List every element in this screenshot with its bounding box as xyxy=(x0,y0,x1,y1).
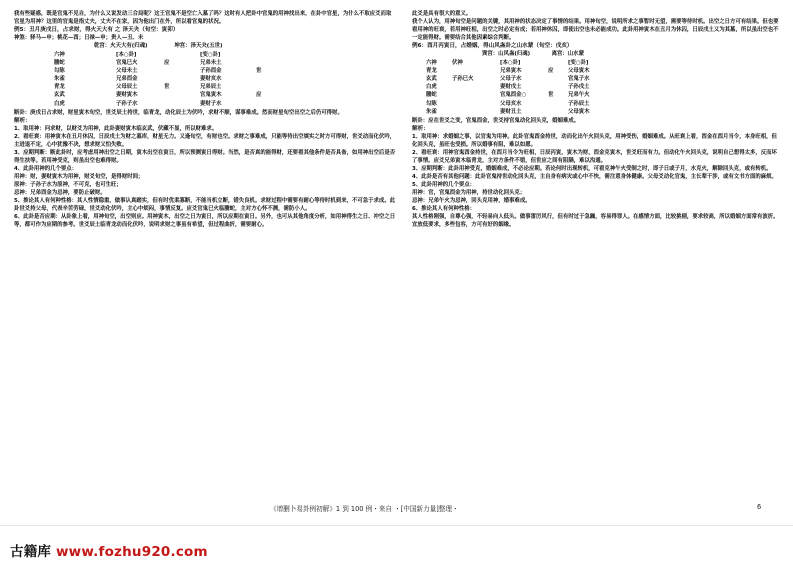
left-paragraph: 我有些疑惑，既是官鬼不见自，为什么又说发动三合局呢？这王官鬼不是空亡入墓了吗？这时有人把卦中官鬼的用神找出来，在卦中官星，为什么不取应爻而取官星为用神？这里的官鬼是指丈夫，丈夫不在家，因为他出门在外，所以看官鬼的状况。 xyxy=(14,11,392,26)
hexagram-cell: 兄弟寅木 xyxy=(500,68,522,75)
hexagram-cell: 子孙戌土 xyxy=(568,84,590,91)
hexagram-cell xyxy=(164,100,200,108)
hexagram-cell: 父母未土 xyxy=(116,68,138,75)
hexagram-row xyxy=(412,108,782,116)
hexagram-cell xyxy=(548,100,568,108)
right-analysis-heading: 解析： xyxy=(412,125,429,132)
hexagram-cell: 玄武 xyxy=(54,92,65,99)
hexagram-cell xyxy=(452,91,500,99)
watermark-url: www.fozhu920.com xyxy=(56,544,208,560)
hexagram-cell: 世 xyxy=(164,84,170,91)
hexagram-cell xyxy=(256,100,296,108)
hexagram-row xyxy=(14,91,396,99)
hexagram-row xyxy=(412,91,782,99)
left-paragraph: 6、此卦是否应期：从卦象上看，用神旬空，出空则应。用神寅木，出空之日为寅日，所以应期在寅日。另外，也可从其他角度分析，如用神得生之日、冲空之日等，都可作为应期的参考。世爻辰土临青龙动而化伏吟，说明求财之事虽有希望，但过程曲折，需要耐心。 xyxy=(14,214,396,229)
hexagram-cell: [变○卦] xyxy=(200,52,221,59)
right-paragraph: 用神：官，官鬼酉金为用神，持世动化回头克； xyxy=(412,190,526,197)
hexagram-cell xyxy=(452,67,500,75)
hexagram-cell: 勾陈 xyxy=(54,68,65,75)
hexagram-cell: 妻财戌土 xyxy=(500,84,522,91)
hexagram-cell: 官鬼巳火 xyxy=(116,60,138,67)
right-paragraph: 3、应期判断：此卦用神受克，婚姻难成，不必论应期。若论何时出现转机，可看克神午火受制之时，即子日或子月，水克火，解除回头克，或有转机。 xyxy=(412,165,772,172)
watermark-site-name: 古籍库 xyxy=(10,544,52,560)
right-column xyxy=(412,10,782,510)
hexagram-cell: 应 xyxy=(548,68,554,75)
hexagram-cell xyxy=(548,108,568,116)
hexagram-cell: 妻财亥水 xyxy=(200,76,222,83)
hexagram-cell xyxy=(164,51,200,59)
left-paragraph: 5、推论其人有何种性格：其人性情稳重，做事认真踏实，但有时优柔寡断，不能当机立断，错失良机。求财过程中需要有耐心等待时机到来，不可急于求成。此卦世爻持父母，代表辛苦劳碌，世爻动化伏吟，主心中烦闷，事情反复。应爻官鬼巳火临螣蛇，主对方心怀不测，需防小人。 xyxy=(14,198,396,213)
hexagram-cell: 父母辰土 xyxy=(116,84,138,91)
right-paragraph: 我个人认为，用神旬空是问题的关键，其用神的状态决定了事情的结果。用神旬空，说明所求之事暂时无望，需要等待时机。出空之日方可有结果。但也要看用神的旺衰，若用神旺相，出空之时必定有成；若用神休囚，即使出空也未必能成功。此卦用神寅木在丑月为休囚，日辰戌土又为其墓，所以虽出空也不一定能得财。需要结合其他因素综合判断。 xyxy=(412,19,779,42)
hexagram-cell xyxy=(452,100,500,108)
hexagram-row xyxy=(14,67,396,75)
page-footer: 《增删卜易卦例初解》1 到 100 例・来自 ・[中国新力量]整理・ xyxy=(270,505,459,513)
hexagram-cell: 勾陈 xyxy=(426,100,437,107)
hexagram-cell: 世 xyxy=(256,68,262,75)
right-example-heading: 例6：酉月丙寅日，占婚姻，得山风蛊卦之山水蒙（旬空：戌亥） xyxy=(412,43,573,50)
hexagram-cell: 青龙 xyxy=(54,84,65,91)
hexagram-cell: [本○卦] xyxy=(500,60,521,67)
hexagram-cell: 应 xyxy=(164,60,170,67)
hexagram-cell: 螣蛇 xyxy=(54,60,65,67)
hexagram-cell: 六神 xyxy=(54,52,65,59)
left-paragraph: 2、看旺衰：用神寅木在丑月休囚，日辰戌土为财之墓库，财星无力。又逢旬空，有财也空。求财之事难成，只能等待出空填实之时方可得财，世爻动而化伏吟，主进退不定，心中犹豫不决，想求财又怕失败。 xyxy=(14,133,396,148)
left-paragraph: 忌神：兄弟酉金为忌神，要防止破财。 xyxy=(14,190,106,197)
left-hexagram-table xyxy=(14,51,396,107)
left-shensha-line: 神煞：驿马—申；桃花—酉；日禄—申；贵人—丑、未 xyxy=(14,35,144,42)
hexagram-cell: 兄弟未土 xyxy=(200,60,222,67)
site-watermark xyxy=(10,540,208,560)
left-paragraph: 4、此卦用神的几个要点： xyxy=(14,165,78,172)
hexagram-cell xyxy=(164,75,200,83)
hexagram-cell: [变○卦] xyxy=(568,60,589,67)
hexagram-row xyxy=(412,67,782,75)
hexagram-cell xyxy=(164,91,200,99)
hexagram-cell xyxy=(452,108,500,116)
right-paragraph: 其人性格刚强，自尊心强，不轻易向人低头。做事雷厉风行，但有时过于急躁，容易得罪人。在感情方面，比较挑剔，要求较高，所以婚姻方面常有波折。宜放低要求，多些包容，方可有好的姻缘。 xyxy=(412,214,779,229)
hexagram-cell xyxy=(548,59,568,67)
hexagram-cell: 白虎 xyxy=(426,84,437,91)
hexagram-cell: 妻财丑土 xyxy=(500,108,522,115)
hexagram-cell: 朱雀 xyxy=(54,76,65,83)
hexagram-cell: 玄武 xyxy=(426,76,437,83)
hexagram-cell: 父母亥水 xyxy=(500,100,522,107)
hexagram-header-row xyxy=(14,51,396,59)
left-palace-line: 乾宫：火天大有(归魂) 坤宫：泽天夬(五世) xyxy=(94,43,223,50)
left-analysis-heading: 解析： xyxy=(14,117,31,124)
hexagram-cell: 官鬼酉金○ xyxy=(500,92,527,99)
hexagram-cell xyxy=(452,83,500,91)
hexagram-cell: 世 xyxy=(548,92,554,99)
hexagram-cell: 妻财寅木 xyxy=(116,92,138,99)
hexagram-cell: 青龙 xyxy=(426,68,437,75)
right-paragraph: 6、推论其人有何种性格： xyxy=(412,206,476,213)
left-column xyxy=(14,10,396,510)
left-paragraph: 1、取用神：问求财，以财爻为用神，此卦妻财寅木临玄武，伏藏不显，所以财难求。 xyxy=(14,125,218,132)
right-paragraph: 忌神：兄弟午火为忌神，回头克用神，婚事难成。 xyxy=(412,198,531,205)
hexagram-row xyxy=(412,83,782,91)
left-judgement: 断卦：庚戌日占求财，财星寅木旬空，世爻辰土持世，临青龙，动化辰土为伏吟，求财不顺，谋事难成。然而财星旬空出空之后仍可得财。 xyxy=(14,109,343,116)
hexagram-cell: [本○卦] xyxy=(116,52,137,59)
page-number: 6 xyxy=(757,503,762,511)
hexagram-cell: 螣蛇 xyxy=(426,92,437,99)
hexagram-cell xyxy=(256,59,296,67)
hexagram-cell xyxy=(548,75,568,83)
hexagram-cell: 父母寅木 xyxy=(568,108,590,115)
hexagram-cell: 朱雀 xyxy=(426,108,437,115)
hexagram-row xyxy=(14,83,396,91)
right-paragraph: 2、看旺衰：用神官鬼酉金持世，在酉月当令为旺相，日辰丙寅，寅木为财，酉金克寅木，世爻旺而有力。但动化午火回头克，说明自己想得太多，反而坏了事情。应爻兄弟寅木临青龙，主对方条件不错，但世应之间有阻隔，难以沟通。 xyxy=(412,149,777,164)
hexagram-cell: 白虎 xyxy=(54,100,65,107)
left-paragraph: 原神：子孙子水为原神，不可克，也可生旺； xyxy=(14,181,122,188)
left-paragraph: 用神：财，妻财寅木为用神，财爻旬空，是得财时间； xyxy=(14,173,144,180)
hexagram-cell: 官鬼子水 xyxy=(568,76,590,83)
right-palace-line: 巽宫：山风蛊(归魂) 离宫：山水蒙 xyxy=(482,51,584,58)
hexagram-cell: 伏神 xyxy=(452,60,463,67)
hexagram-cell: 六神 xyxy=(426,60,437,67)
hexagram-cell: 父母寅木 xyxy=(568,68,590,75)
hexagram-cell xyxy=(164,67,200,75)
hexagram-row xyxy=(14,75,396,83)
hexagram-row xyxy=(14,59,396,67)
hexagram-cell: 子孙酉金 xyxy=(200,68,222,75)
right-paragraph: 此爻是具有很大的意义。 xyxy=(412,11,472,17)
hexagram-cell xyxy=(256,83,296,91)
hexagram-row xyxy=(412,100,782,108)
hexagram-cell xyxy=(256,75,296,83)
right-judgement: 断卦：应在世爻之变，官鬼酉金，世爻持官鬼动化回头克，婚姻难成。 xyxy=(412,117,580,124)
hexagram-row xyxy=(412,75,782,83)
right-paragraph: 5、此卦用神的几个要点： xyxy=(412,181,476,188)
hexagram-cell: 子孙辰土 xyxy=(568,100,590,107)
right-paragraph: 1、取用神：求婚姻之事，以官鬼为用神。此卦官鬼酉金持世，动而化出午火回头克，用神受伤，婚姻难成。从旺衰上看，酉金在酉月当令，本身旺相，但化回头克，虽旺也受损。所以婚事有阻，难以如愿。 xyxy=(412,133,777,148)
hexagram-cell: 子孙子水 xyxy=(116,100,138,107)
hexagram-row xyxy=(14,100,396,108)
hexagram-cell: 应 xyxy=(256,92,262,99)
hexagram-cell: 子孙巳火 xyxy=(452,76,474,83)
hexagram-cell xyxy=(548,83,568,91)
right-hexagram-table xyxy=(412,59,782,115)
hexagram-cell: 兄弟辰土 xyxy=(200,84,222,91)
hexagram-header-row xyxy=(412,59,782,67)
hexagram-cell: 妻财子水 xyxy=(200,100,222,107)
left-paragraph: 3、应期判断：断此卦时，应考虑用神出空之日期，寅木出空在寅日，所以预测寅日得财。当然，是否真的能得财，还要看其他条件是否具备，如用神出空后是否得生扶等。若用神受克，则虽出空也难得财。 xyxy=(14,149,396,164)
hexagram-cell: 兄弟酉金 xyxy=(116,76,138,83)
hexagram-cell: 官鬼寅木 xyxy=(200,92,222,99)
hexagram-cell: 父母子水 xyxy=(500,76,522,83)
left-example-heading: 例5：丑月庚戌日，占求财，得火天大有 之 泽天夬（旬空：寅卯） xyxy=(14,27,179,34)
hexagram-cell: 兄弟午火 xyxy=(568,92,590,99)
right-paragraph: 4、此卦是否有其他问题：此卦官鬼持世动化回头克，主自身有病灾或心中不快，需注意身体健康。父母爻动化官鬼，主长辈干涉，或有文书方面的麻烦。 xyxy=(412,173,777,180)
